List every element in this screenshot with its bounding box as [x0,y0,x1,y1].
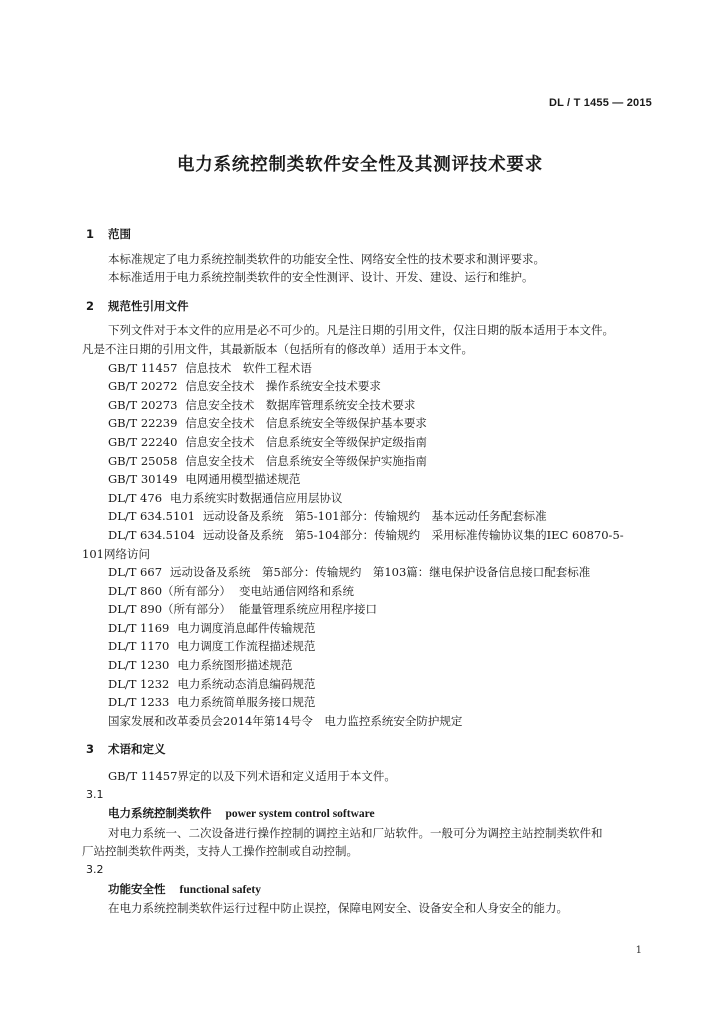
reference-item [86,359,666,378]
reference-code: GB/T 25058 [108,453,178,468]
reference-code: DL/T 1232 [108,676,170,691]
reference-title: 国家发展和改革委员会2014年第14号令 电力监控系统安全防护规定 [108,713,463,728]
section-heading-terms [86,740,666,759]
reference-list [82,359,666,731]
term-definition: 在电力系统控制类软件运行过程中防止误控，保障电网安全、设备安全和人身安全的能力。 [108,901,568,916]
document-title: 电力系统控制类软件安全性及其测评技术要求 [177,155,543,175]
reference-code: DL/T 890（所有部分） [108,602,232,617]
reference-title: 信息安全技术 信息系统安全等级保护实施指南 [185,453,427,468]
reference-item [86,693,666,712]
reference-code: GB/T 22239 [108,416,178,431]
paragraph: 下列文件对于本文件的应用是必不可少的。凡是注日期的引用文件，仅注日期的版本适用于本文件。 [108,323,614,338]
reference-item [86,600,666,619]
reference-title: 信息安全技术 信息系统安全等级保护定级指南 [185,434,427,449]
reference-code: DL/T 476 [108,490,163,505]
page-number: 1 [635,945,642,956]
paragraph: 本标准适用于电力系统控制类软件的安全性测评、设计、开发、建设、运行和维护。 [108,270,534,285]
reference-item [86,489,666,508]
section-number: 2 [86,298,95,313]
reference-item [86,452,666,471]
reference-item [86,582,666,601]
reference-title: 信息安全技术 操作系统安全技术要求 [185,379,381,394]
reference-item [86,563,666,582]
reference-title: 远动设备及系统 第5-104部分：传输规约 采用标准传输协议集的IEC 60870-5- [202,527,624,542]
term-definition: 对电力系统一、二次设备进行操作控制的调控主站和厂站软件。一般可分为调控主站控制类软件和 [108,825,603,840]
reference-item [86,470,666,489]
section-title: 规范性引用文件 [108,298,189,313]
reference-title: 电力系统实时数据通信应用层协议 [170,490,343,505]
term-heading [86,880,666,900]
reference-code: DL/T 667 [108,565,163,580]
section-title: 范围 [108,227,131,241]
paragraph: 凡是不注日期的引用文件，其最新版本（包括所有的修改单）适用于本文件。 [82,341,473,356]
reference-code: DL/T 860（所有部分） [108,583,232,598]
section-number: 1 [86,227,95,241]
reference-code: DL/T 634.5104 [108,527,195,542]
term-heading [86,804,666,824]
reference-code: GB/T 11457 [108,360,178,375]
reference-code: DL/T 1230 [108,658,170,673]
section-heading-normative-references [86,297,666,316]
reference-title: 电力调度消息邮件传输规范 [177,620,316,635]
term-en: functional safety [179,883,261,896]
term-zh: 电力系统控制类软件 [108,806,212,821]
reference-code: DL/T 1169 [108,620,170,635]
reference-item [86,526,666,545]
reference-item [86,396,666,415]
section-title: 术语和定义 [108,742,166,757]
reference-code: DL/T 634.5101 [108,509,195,524]
document-body [82,225,666,918]
term-en: power system control software [225,808,375,821]
reference-title: 变电站通信网络和系统 [239,583,355,598]
reference-title: 信息安全技术 数据库管理系统安全技术要求 [185,397,416,412]
reference-item [86,619,666,638]
reference-code: GB/T 22240 [108,434,178,449]
reference-title: 能量管理系统应用程序接口 [239,602,378,617]
reference-title: 信息技术 软件工程术语 [185,360,312,375]
reference-item [86,377,666,396]
reference-title: 远动设备及系统 第5-101部分：传输规约 基本远动任务配套标准 [202,509,547,524]
standard-number: DL / T 1455 — 2015 [548,97,652,109]
reference-title: 电力系统简单服务接口规范 [177,695,316,710]
term-zh: 功能安全性 [108,881,166,896]
reference-item [86,712,666,731]
reference-code: GB/T 20272 [108,379,178,394]
section-number: 3 [86,742,95,757]
reference-item [86,414,666,433]
reference-code: GB/T 30149 [108,472,178,487]
reference-item [86,433,666,452]
reference-item [86,637,666,656]
reference-code: DL/T 1233 [108,695,170,710]
reference-title: 电力系统动态消息编码规范 [177,676,316,691]
reference-title: 电网通用模型描述规范 [185,472,301,487]
term-number: 3.1 [86,787,104,801]
reference-code: GB/T 20273 [108,397,178,412]
reference-title: 电力调度工作流程描述规范 [177,639,316,654]
reference-item [86,656,666,675]
reference-item [86,675,666,694]
term-definition-continuation: 厂站控制类软件两类，支持人工操作控制或自动控制。 [82,844,358,859]
reference-title: 信息安全技术 信息系统安全等级保护基本要求 [185,416,427,431]
reference-title: 电力系统图形描述规范 [177,658,293,673]
reference-item [86,507,666,526]
paragraph: GB/T 11457界定的以及下列术语和定义适用于本文件。 [108,769,396,784]
section-heading-scope [86,225,666,244]
term-number: 3.2 [86,863,104,876]
paragraph: 本标准规定了电力系统控制类软件的功能安全性、网络安全性的技术要求和测评要求。 [108,251,545,266]
reference-title: 远动设备及系统 第5部分：传输规约 第103篇：继电保护设备信息接口配套标准 [170,565,591,580]
reference-item-continuation: 101网络访问 [82,546,150,561]
reference-code: DL/T 1170 [108,639,170,654]
